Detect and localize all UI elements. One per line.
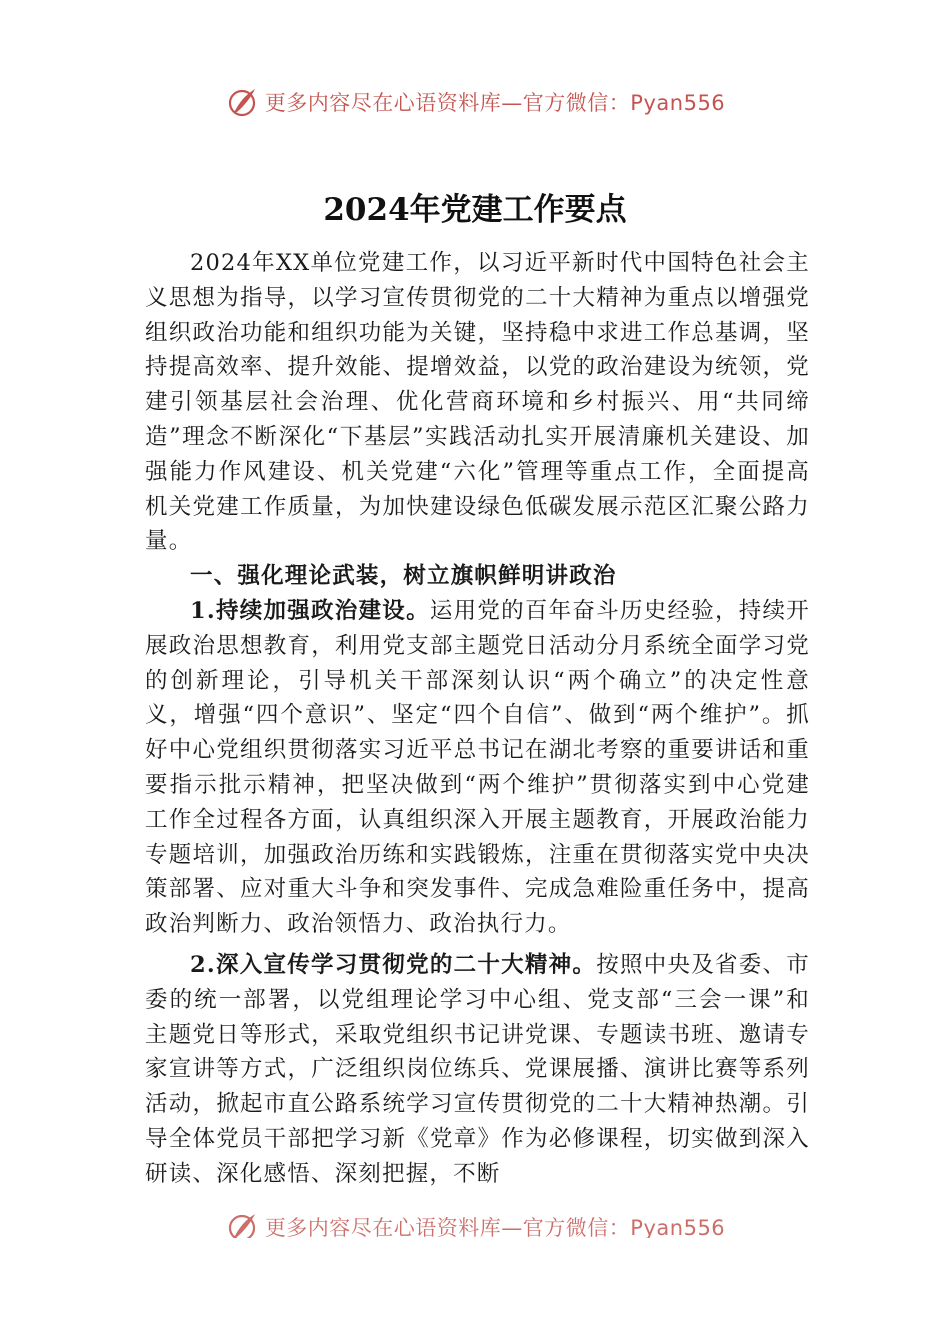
item-lead-2: 2.深入宣传学习贯彻党的二十大精神。 (190, 951, 597, 978)
watermark-text: 更多内容尽在心语资料库—官方微信：Pyan556 (264, 91, 726, 115)
watermark-banner-top (0, 82, 950, 122)
watermark-text-bottom: 更多内容尽在心语资料库—官方微信：Pyan556 (264, 1216, 726, 1238)
document-body (145, 246, 810, 1192)
document-title: 2024年党建工作要点 (323, 192, 627, 228)
watermark-banner-bottom (0, 1204, 950, 1238)
item-body-1: 运用党的百年奋斗历史经验，持续开展政治思想教育，利用党支部主题党日活动分月系统全面学习党的创新理论，引导机关干部深刻认识“两个确立”的决定性意义，增强“四个意识”、坚定“四个自信”、做到“两个维护”。抓好中心党组织贯彻落实习近平总书记在湖北考察的重要讲话和重要指示批示精神，把坚决做到“两个维护”贯彻落实到中心党建工作全过程各方面，认真组织深入开展主题教育，开展政治能力专题培训，加强政治历练和实践锻炼，注重在贯彻落实党中央决策部署、应对重大斗争和突发事件、完成急难险重任务中，提高政治判断力、政治领悟力、政治执行力。 (145, 597, 810, 938)
intro-paragraph: 2024年XX单位党建工作，以习近平新时代中国特色社会主义思想为指导，以学习宣传贯彻党的二十大精神为重点以增强党组织政治功能和组织功能为关键，坚持稳中求进工作总基调，坚持提高效率、提升效能、提增效益，以党的政治建设为统领，党建引领基层社会治理、优化营商环境和乡村振兴、用“共同缔造”理念不断深化“下基层”实践活动扎实开展清廉机关建设、加强能力作风建设、机关党建“六化”管理等重点工作，全面提高机关党建工作质量，为加快建设绿色低碳发展示范区汇聚公路力量。 (145, 250, 810, 555)
item-paragraph-1 (145, 594, 810, 942)
section-heading-1: 一、强化理论武装，树立旗帜鲜明讲政治 (190, 563, 617, 590)
quill-circle-logo-icon (225, 85, 259, 119)
item-body-2: 按照中央及省委、市委的统一部署，以党组理论学习中心组、党支部“三会一课”和主题党日等形式，采取党组织书记讲党课、专题读书班、邀请专家宣讲等方式，广泛组织岗位练兵、党课展播、演讲比赛等系列活动，掀起市直公路系统学习宣传贯彻党的二十大精神热潮。引导全体党员干部把学习新《党章》作为必修课程，切实做到深入研读、深化感悟、深刻把握，不断 (145, 951, 810, 1187)
item-lead-1: 1.持续加强政治建设。 (190, 597, 430, 624)
quill-circle-logo-icon (225, 1210, 259, 1238)
item-paragraph-2 (145, 948, 810, 1192)
